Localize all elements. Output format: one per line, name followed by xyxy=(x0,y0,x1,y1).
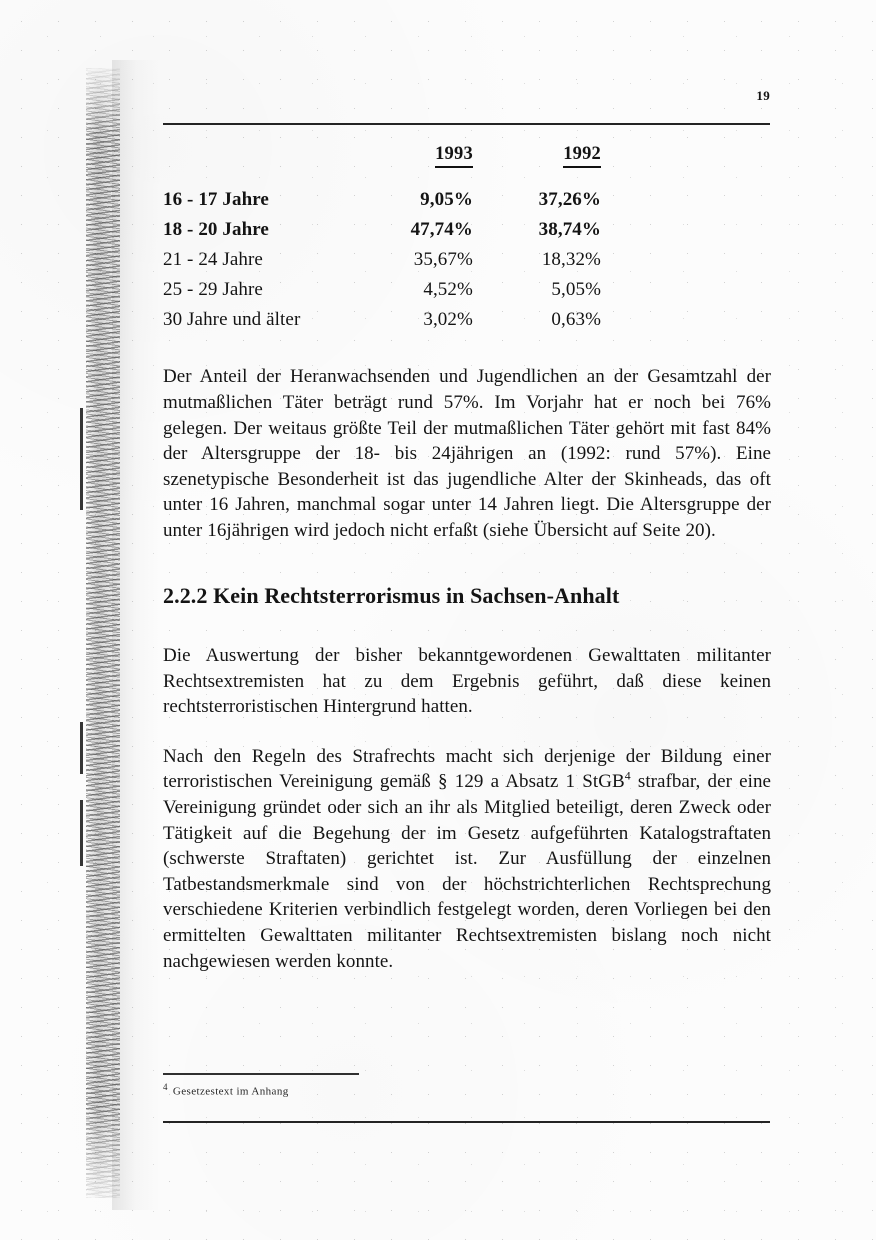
table-cell-age-label: 30 Jahre und älter xyxy=(163,308,301,330)
footnote-reference-marker: 4 xyxy=(624,770,631,784)
section-heading-2-2-2: 2.2.2 Kein Rechtsterrorismus in Sachsen-Anhalt xyxy=(163,582,620,608)
age-distribution-table xyxy=(163,144,615,334)
table-cell-age-label: 25 - 29 Jahre xyxy=(163,278,263,300)
table-cell-age-label: 18 - 20 Jahre xyxy=(163,218,269,240)
table-cell-1992: 37,26% xyxy=(538,188,601,210)
table-header-row xyxy=(163,144,615,184)
table-cell-1992: 38,74% xyxy=(538,218,601,240)
margin-change-bar xyxy=(80,800,83,866)
table-header-1992: 1992 xyxy=(487,144,615,184)
footnote-separator-rule xyxy=(163,1073,359,1075)
body-paragraph-evaluation: Die Auswertung der bisher bekanntgewordenen Gewalttaten militanter Rechtsextremisten hat zu dem Ergebnis geführt, daß diese keinen rechtsterroristischen Hintergrund hatten. xyxy=(163,645,771,718)
table-row xyxy=(163,244,615,274)
page-content xyxy=(163,140,771,974)
table-cell-1992: 18,32% xyxy=(541,248,601,270)
page-number: 19 xyxy=(756,88,770,103)
table-header-blank xyxy=(163,144,359,184)
table-cell-1993: 9,05% xyxy=(420,188,473,210)
body-paragraph-legal-criteria xyxy=(163,744,771,974)
footnote xyxy=(163,1082,583,1098)
table-cell-age-label: 21 - 24 Jahre xyxy=(163,248,263,270)
scan-binding-edge-artifact xyxy=(86,68,120,1198)
table-row xyxy=(163,274,615,304)
header-rule xyxy=(163,123,770,125)
table-cell-age-label: 16 - 17 Jahre xyxy=(163,188,269,210)
scan-binding-shadow xyxy=(112,60,160,1210)
table-cell-1992: 0,63% xyxy=(551,308,601,330)
footer-rule xyxy=(163,1121,770,1123)
table-cell-1993: 47,74% xyxy=(410,218,473,240)
margin-change-bar xyxy=(80,722,83,774)
table-row xyxy=(163,214,615,244)
body-paragraph-age-analysis: Der Anteil der Heranwachsenden und Jugendlichen an der Gesamtzahl der mutmaßlichen Täter beträgt rund 57%. Im Vorjahr hat er noch bei 76% gelegen. Der weitaus größte Teil der mutmaßlichen Täter gehört mit fast 84% der Altersgruppe der 18- bis 24jährigen an (1992: rund 57%). Eine szenetypische Besonderheit ist das jugendliche Alter der Skinheads, das oft unter 16 Jahren, manchmal sogar unter 14 Jahren liegt. Die Altersgruppe der unter 16jährigen wird jedoch nicht erfaßt (siehe Übersicht auf Seite 20). xyxy=(163,366,771,541)
table-cell-1993: 3,02% xyxy=(423,308,473,330)
table-header-1993: 1993 xyxy=(359,144,487,184)
table-row xyxy=(163,304,615,334)
table-row xyxy=(163,184,615,214)
paragraph-text-after-footnote: strafbar, der eine Vereinigung gründet oder sich an ihr als Mitglied beteiligt, deren Zweck oder Tätigkeit auf die Begehung der im Gesetz aufgeführten Katalogstraftaten (schwerste Straftaten) gerichtet ist. Zur Ausfüllung der einzelnen Tatbestandsmerkmale sind von der höchstrichterlichen Rechtsprechung verschiedene Kriterien verbindlich festgelegt worden, deren Vorliegen bei den ermittelten Gewalttaten militanter Rechtsextremisten bislang noch nicht nachgewiesen werden konnte. xyxy=(163,771,772,972)
paragraph-text-before-footnote: Nach den Regeln des Strafrechts macht sich derjenige der Bildung einer terroristischen Vereinigung gemäß § 129 a Absatz 1 StGB xyxy=(163,745,771,793)
table-cell-1992: 5,05% xyxy=(551,278,601,300)
footnote-text: Gesetzestext im Anhang xyxy=(172,1085,289,1098)
table-cell-1993: 4,52% xyxy=(423,278,473,300)
margin-change-bar xyxy=(80,408,83,510)
table-cell-1993: 35,67% xyxy=(413,248,473,270)
footnote-marker: 4 xyxy=(163,1082,168,1092)
